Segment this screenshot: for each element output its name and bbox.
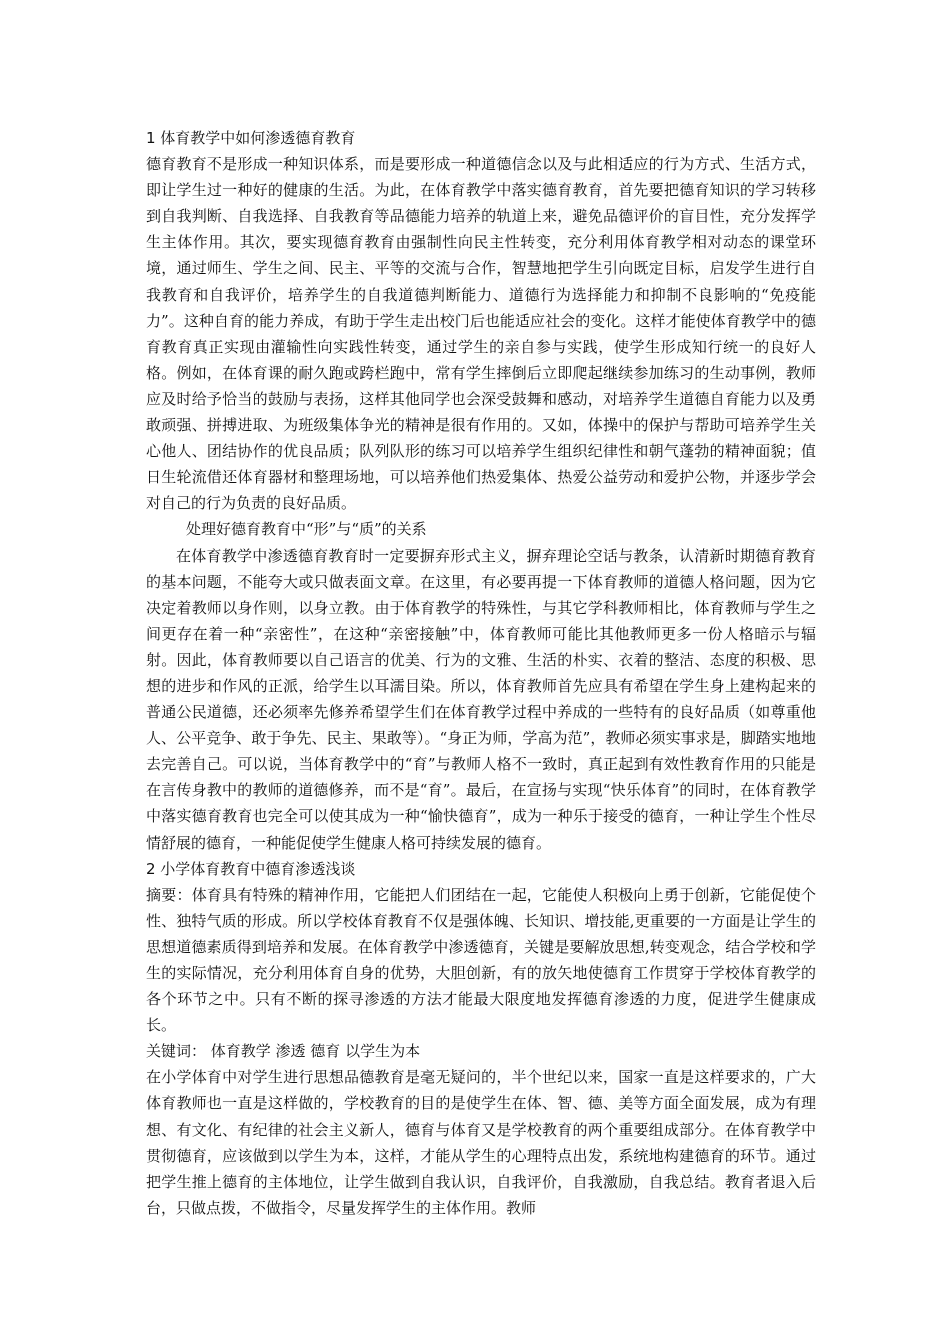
section-1-paragraph-1: 德育教育不是形成一种知识体系，而是要形成一种道德信念以及与此相适应的行为方式、生活方式，即让学生过一种好的健康的生活。为此，在体育教学中落实德育教育，首先要把德育知识的学习转移到自我判断、自我选择、自我教育等品德能力培养的轨道上来，避免品德评价的盲目性，充分发挥学生主体作用。其次，要实现德育教育由强制性向民主性转变，充分利用体育教学相对动态的课堂环境，通过师生、学生之间、民主、平等的交流与合作，智慧地把学生引向既定目标，启发学生进行自我教育和自我评价，培养学生的自我道德判断能力、道德行为选择能力和抑制不良影响的“免疫能力”。这种自育的能力养成，有助于学生走出校门后也能适应社会的变化。这样才能使体育教学中的德育教育真正实现由灌输性向实践性转变，通过学生的亲自参与实践，使学生形成知行统一的良好人格。例如，在体育课的耐久跑或跨栏跑中，常有学生摔倒后立即爬起继续参加练习的生动事例，教师应及时给予恰当的鼓励与表扬，这样其他同学也会深受鼓舞和感动，对培养学生道德自育能力以及勇敢顽强、拼搏进取、为班级集体争光的精神是很有作用的。又如，体操中的保护与帮助可培养学生关心他人、团结协作的优良品质；队列队形的练习可以培养学生组织纪律性和朝气蓬勃的精神面貌；值日生轮流借还体育器材和整理场地，可以培养他们热爱集体、热爱公益劳动和爱护公物，并逐步学会对自己的行为负责的良好品质。 xyxy=(146,155,816,513)
section-1-paragraph-2: 在体育教学中渗透德育教育时一定要摒弃形式主义，摒弃理论空话与教条，认清新时期德育教育的基本问题，不能夸大或只做表面文章。在这里，有必要再提一下体育教师的道德人格问题，因为它决定着教师以身作则，以身立教。由于体育教学的特殊性，与其它学科教师相比，体育教师与学生之间更存在着一种“亲密性”，在这种“亲密接触”中，体育教师可能比其他教师更多一份人格暗示与辐射。因此，体育教师要以自己语言的优美、行为的文雅、生活的朴实、衣着的整洁、态度的积极、思想的进步和作风的正派，给学生以耳濡目染。所以，体育教师首先应具有希望在学生身上建构起来的普通公民道德，还必须率先修养希望学生们在体育教学过程中养成的一些特有的良好品质（如尊重他人、公平竞争、敢于争先、民主、果敢等）。“身正为师，学高为范”，教师必须实事求是，脚踏实地地去完善自己。可以说，当体育教学中的“育”与教师人格不一致时，真正起到有效性教育作用的只能是在言传身教中的教师的道德修养，而不是“育”。最后，在宣扬与实现“快乐体育”的同时，在体育教学中落实德育教育也完全可以使其成为一种“愉快德育”，成为一种乐于接受的德育，一种让学生个性尽情舒展的德育，一种能促使学生健康人格可持续发展的德育。 xyxy=(146,546,816,852)
section-2-heading: 2 小学体育教育中德育渗透浅谈 xyxy=(146,859,356,878)
section-2-abstract: 摘要：体育具有特殊的精神作用，它能把人们团结在一起，它能使人积极向上勇于创新，它能促使个性、独特气质的形成。所以学校体育教育不仅是强体魄、长知识、增技能,更重要的一方面是让学生的思想道德素质得到培养和发展。在体育教学中渗透德育，关键是要解放思想,转变观念，结合学校和学生的实际情况，充分利用体育自身的优势，大胆创新，有的放矢地使德育工作贯穿于学校体育教学的各个环节之中。只有不断的探寻渗透的方法才能最大限度地发挥德育渗透的力度，促进学生健康成长。 xyxy=(146,885,816,1035)
section-2-keywords: 关键词： 体育教学 渗透 德育 以学生为本 xyxy=(146,1042,421,1061)
section-1-heading: 1 体育教学中如何渗透德育教育 xyxy=(146,129,356,147)
section-1-subheading: 处理好德育教育中“形”与“质”的关系 xyxy=(186,520,427,539)
section-2-paragraph-1: 在小学体育中对学生进行思想品德教育是毫无疑问的，半个世纪以来，国家一直是这样要求的，广大体育教师也一直是这样做的，学校教育的目的是使学生在体、智、德、美等方面全面发展，成为有理想、有文化、有纪律的社会主义新人，德育与体育又是学校教育的两个重要组成部分。在体育教学中贯彻德育，应该做到以学生为本，这样，才能从学生的心理特点出发，系统地构建德育的环节。通过把学生推上德育的主体地位，让学生做到自我认识，自我评价，自我激励，自我总结。教育者退入后台，只做点拨，不做指令，尽量发挥学生的主体作用。教师 xyxy=(146,1068,816,1217)
document-body xyxy=(146,125,816,1221)
